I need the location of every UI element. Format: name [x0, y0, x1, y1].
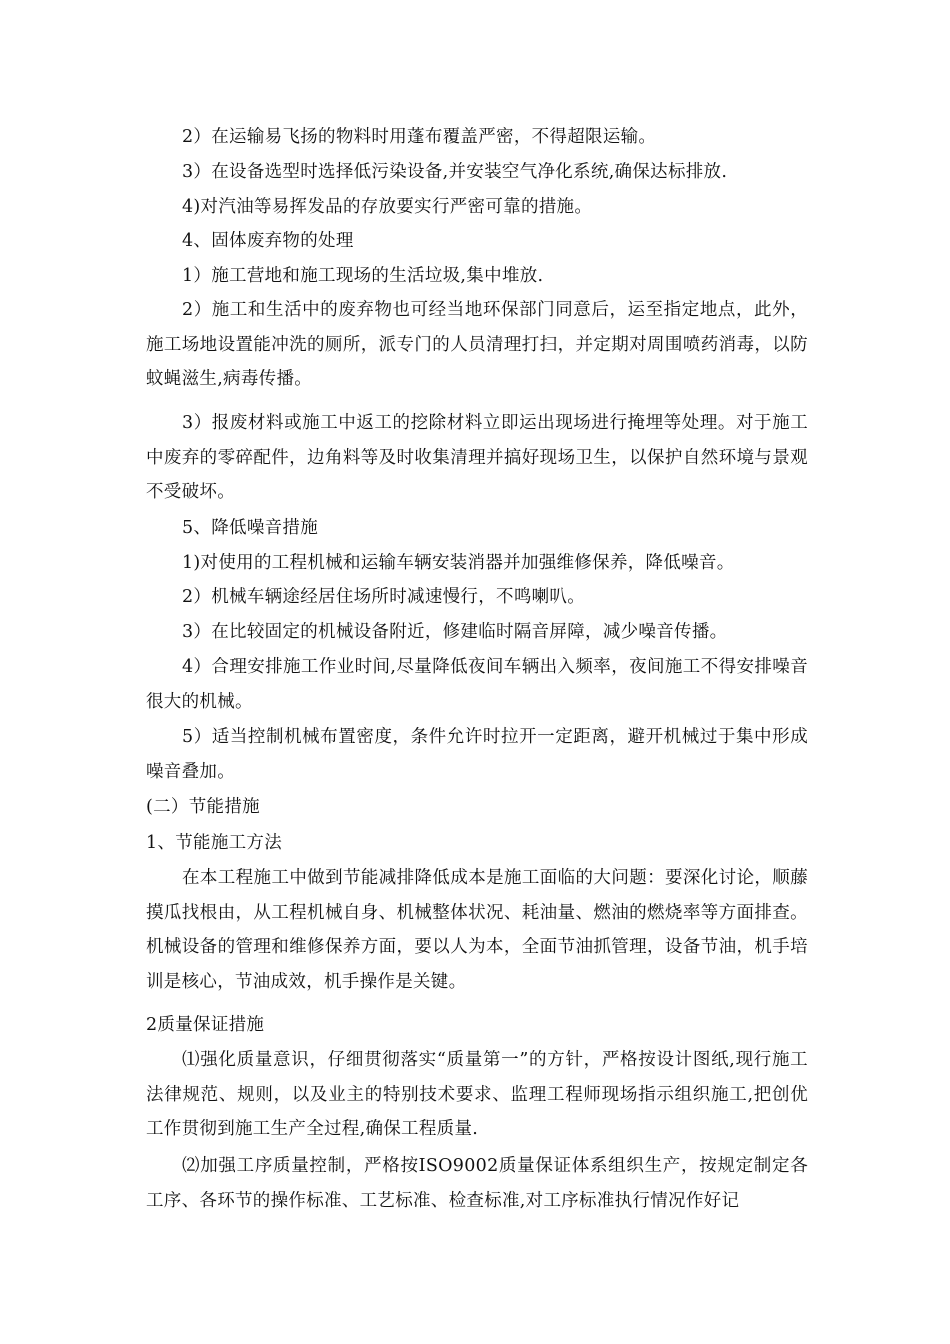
paragraph-quality-awareness: ⑴强化质量意识，仔细贯彻落实“质量第一”的方针，严格按设计图纸,现行施工法律规范、规则，以及业主的特别技术要求、监理工程师现场指示组织施工,把创优工作贯彻到施工生产全过程,确保工程质量. — [146, 1050, 808, 1139]
paragraph-waste-disposal: 2）施工和生活中的废弃物也可经当地环保部门同意后，运至指定地点，此外，施工场地设置能冲洗的厕所，派专门的人员清理打扫，并定期对周围喷药消毒，以防蚊蝇滋生,病毒传播。 — [146, 300, 808, 389]
heading-quality-assurance: 2质量保证措施 — [146, 1015, 265, 1035]
paragraph-domestic-garbage: 1）施工营地和施工现场的生活垃圾,集中堆放. — [182, 266, 544, 286]
heading-energy-saving: (二）节能措施 — [146, 797, 260, 817]
paragraph-process-control: ⑵加强工序质量控制，严格按ISO9002质量保证体系组织生产，按规定制定各工序、各环节的操作标准、工艺标准、检查标准,对工序标准执行情况作好记 — [146, 1156, 808, 1211]
paragraph-dust-transport: 2）在运输易飞扬的物料时用蓬布覆盖严密，不得超限运输。 — [182, 127, 657, 147]
paragraph-work-schedule: 4）合理安排施工作业时间,尽量降低夜间车辆出入频率，夜间施工不得安排噪音很大的机械。 — [146, 657, 808, 712]
heading-energy-methods: 1、节能施工方法 — [146, 833, 283, 853]
paragraph-machine-density: 5）适当控制机械布置密度，条件允许时拉开一定距离，避开机械过于集中形成噪音叠加。 — [146, 727, 808, 782]
heading-noise-reduction: 5、降低噪音措施 — [182, 518, 319, 538]
paragraph-slow-driving: 2）机械车辆途经居住场所时减速慢行，不鸣喇叭。 — [182, 587, 586, 607]
paragraph-mufflers: 1)对使用的工程机械和运输车辆安装消器并加强维修保养，降低噪音。 — [182, 553, 735, 573]
paragraph-energy-reduction: 在本工程施工中做到节能减排降低成本是施工面临的大问题：要深化讨论，顺藤摸瓜找根由，从工程机械自身、机械整体状况、耗油量、燃油的燃烧率等方面排查。机械设备的管理和维修保养方面，要以人为本，全面节油抓管理，设备节油，机手培训是核心，节油成效，机手操作是关键。 — [146, 868, 808, 992]
paragraph-sound-barrier: 3）在比较固定的机械设备附近，修建临时隔音屏障，减少噪音传播。 — [182, 622, 728, 642]
paragraph-equipment-selection: 3）在设备选型时选择低污染设备,并安装空气净化系统,确保达标排放. — [182, 162, 728, 182]
paragraph-volatile-storage: 4)对汽油等易挥发品的存放要实行严密可靠的措施。 — [182, 197, 593, 217]
paragraph-scrap-materials: 3）报废材料或施工中返工的挖除材料立即运出现场进行掩埋等处理。对于施工中废弃的零碎配件，边角料等及时收集清理并搞好现场卫生，以保护自然环境与景观不受破坏。 — [146, 413, 808, 502]
heading-solid-waste: 4、固体废弃物的处理 — [182, 231, 354, 251]
